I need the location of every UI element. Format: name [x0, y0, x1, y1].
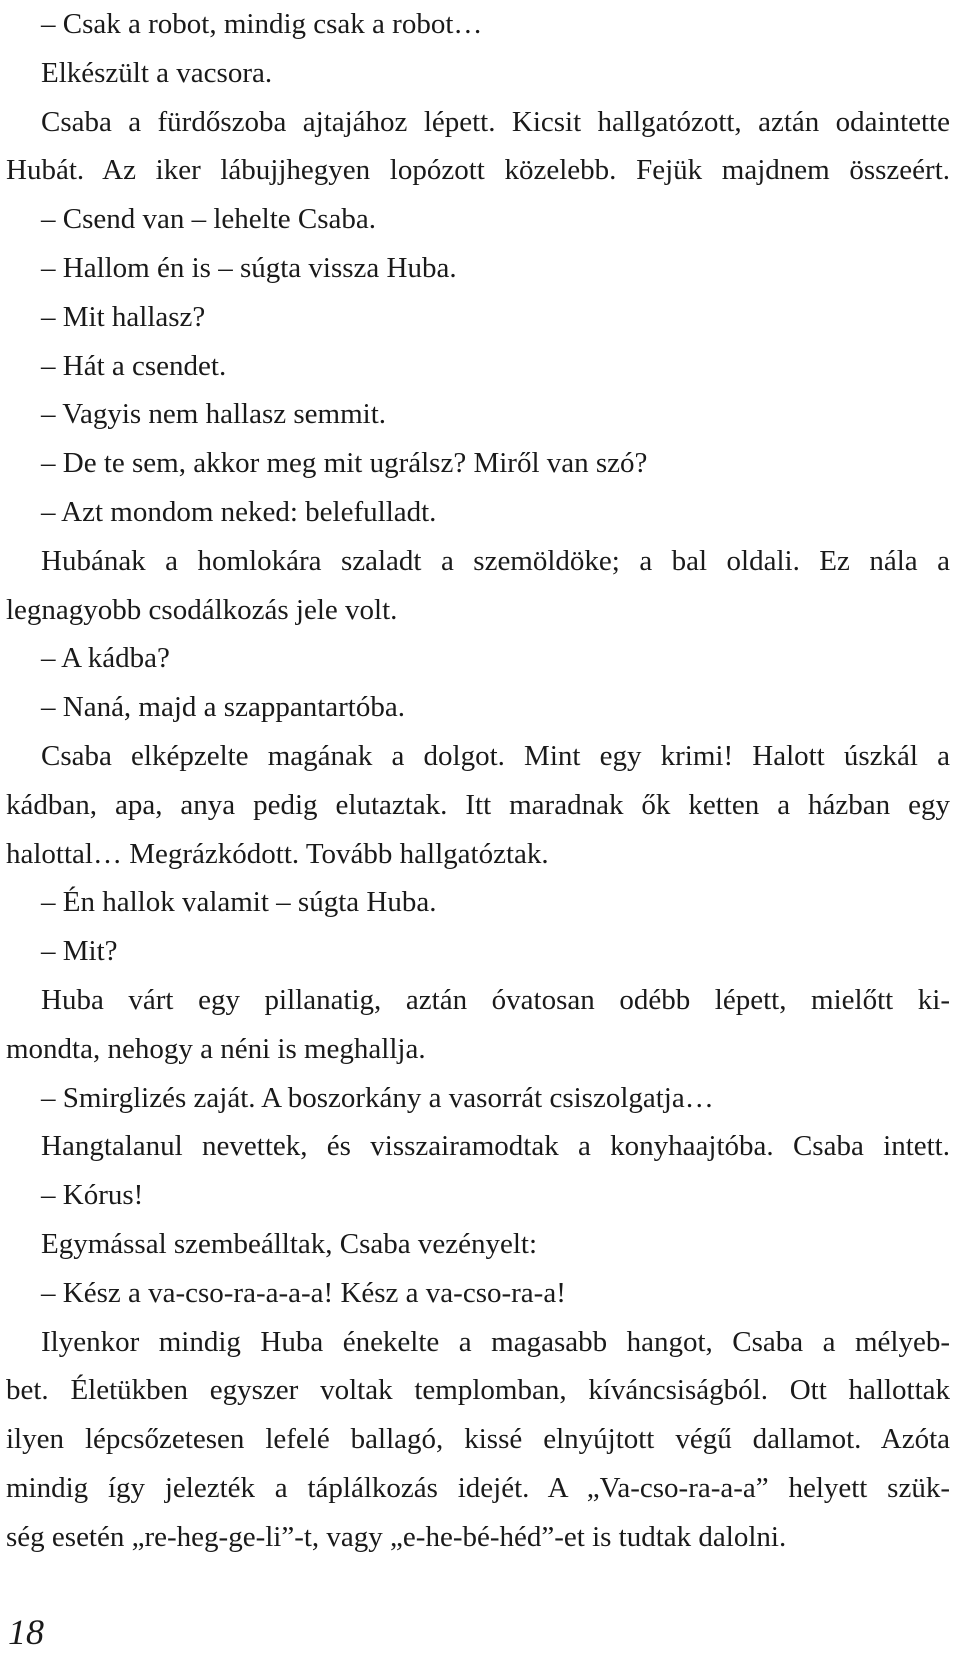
- text-line: ség esetén „re-heg-ge-li”-t, vagy „e-he-bé-héd”-et is tudtak dalolni.: [6, 1520, 787, 1553]
- text-line: Csaba a fürdőszoba ajtajához lépett. Kicsit hallgatózott, aztán odaintette: [41, 105, 950, 138]
- text-line: mindig így jelezték a táplálkozás idejét. A „Va-cso-ra-a-a” helyett szük-: [6, 1471, 950, 1504]
- page-number: 18: [8, 1612, 44, 1652]
- body-text: [6, 0, 950, 1562]
- text-line: – Vagyis nem hallasz semmit.: [41, 398, 386, 431]
- text-line: kádban, apa, anya pedig elutaztak. Itt maradnak ők ketten a házban egy: [6, 788, 950, 821]
- text-line: mondta, nehogy a néni is meghallja.: [6, 1032, 426, 1065]
- text-line: – Csend van – lehelte Csaba.: [41, 203, 377, 236]
- text-line: – Mit hallasz?: [41, 300, 206, 333]
- text-line: Egymással szembeálltak, Csaba vezényelt:: [41, 1227, 538, 1260]
- text-line: – Én hallok valamit – súgta Huba.: [41, 886, 437, 919]
- text-line: – Mit?: [41, 935, 118, 968]
- text-line: – Csak a robot, mindig csak a robot…: [41, 8, 483, 40]
- text-line: Hangtalanul nevettek, és visszairamodtak a konyhaajtóba. Csaba intett.: [41, 1130, 950, 1163]
- text-line: – Kész a va-cso-ra-a-a-a! Kész a va-cso-ra-a!: [41, 1276, 566, 1309]
- text-line: Hubának a homlokára szaladt a szemöldöke; a bal oldali. Ez nála a: [41, 544, 950, 577]
- text-line: – Hallom én is – súgta vissza Huba.: [41, 251, 457, 284]
- text-line: – Smirglizés zaját. A boszorkány a vasorrát csiszolgatja…: [41, 1081, 714, 1114]
- text-line: – A kádba?: [41, 642, 170, 675]
- text-line: Csaba elképzelte magának a dolgot. Mint egy krimi! Halott úszkál a: [41, 739, 950, 772]
- text-line: Hubát. Az iker lábujjhegyen lopózott közelebb. Fejük majdnem összeért.: [6, 154, 950, 187]
- text-line: bet. Életükben egyszer voltak templomban, kíváncsiságból. Ott hallottak: [6, 1374, 950, 1407]
- text-line: – Azt mondom neked: belefulladt.: [41, 495, 437, 528]
- text-line: – De te sem, akkor meg mit ugrálsz? Miről van szó?: [41, 447, 648, 480]
- text-line: ilyen lépcsőzetesen lefelé ballagó, kissé elnyújtott végű dallamot. Azóta: [6, 1423, 950, 1456]
- text-line: – Hát a csendet.: [41, 349, 227, 382]
- text-line: Ilyenkor mindig Huba énekelte a magasabb hangot, Csaba a mélyeb-: [41, 1325, 950, 1358]
- text-line: Elkészült a vacsora.: [41, 56, 273, 89]
- text-line: – Naná, majd a szappantartóba.: [41, 691, 405, 724]
- text-line: – Kórus!: [41, 1179, 144, 1212]
- text-line: Huba várt egy pillanatig, aztán óvatosan odébb lépett, mielőtt ki-: [41, 983, 950, 1016]
- text-line: legnagyobb csodálkozás jele volt.: [6, 593, 398, 626]
- text-line: halottal… Megrázkódott. Tovább hallgatóztak.: [6, 837, 549, 870]
